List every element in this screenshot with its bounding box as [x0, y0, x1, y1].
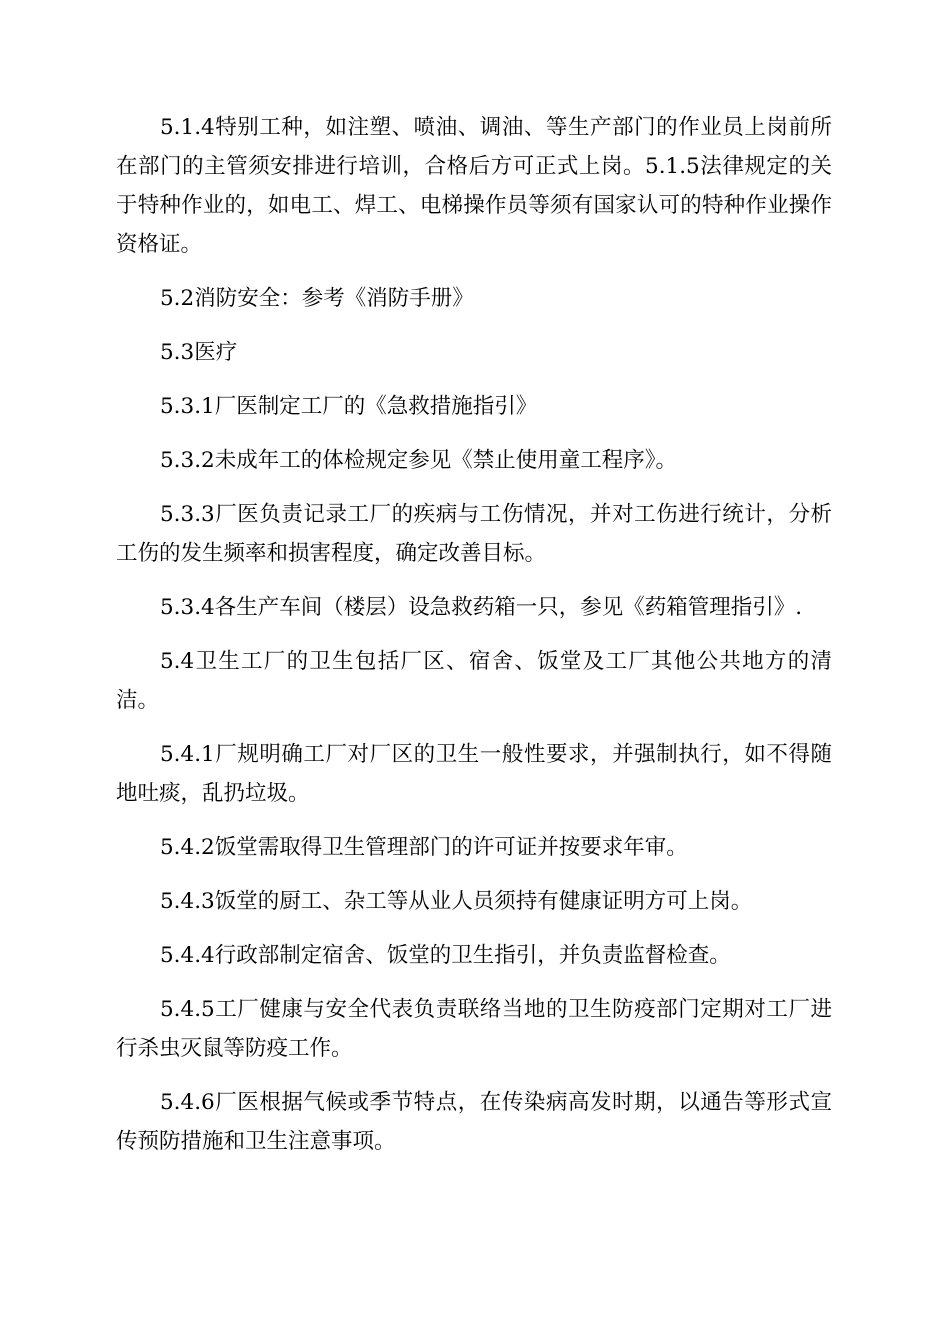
paragraph-5-4: 5.4卫生工厂的卫生包括厂区、宿舍、饭堂及工厂其他公共地方的清洁。 [116, 649, 832, 713]
paragraph-5-1-4: 5.1.4特别工种，如注塑、喷油、调油、等生产部门的作业员上岗前所在部门的主管须安排进行培训，合格后方可正式上岗。5.1.5法律规定的关于特种作业的，如电工、焊工、电梯操作员等须有国家认可的特种作业操作资格证。 [116, 115, 832, 257]
paragraph-5-4-5: 5.4.5工厂健康与安全代表负责联络当地的卫生防疫部门定期对工厂进行杀虫灭鼠等防疫工作。 [116, 997, 832, 1061]
paragraph-5-3-3: 5.3.3厂医负责记录工厂的疾病与工伤情况，并对工伤进行统计，分析工伤的发生频率和损害程度，确定改善目标。 [116, 502, 832, 566]
paragraph-5-2: 5.2消防安全：参考《消防手册》 [160, 286, 474, 311]
paragraph-5-3-1: 5.3.1厂医制定工厂的《急救措施指引》 [160, 394, 538, 419]
paragraph-5-4-2: 5.4.2饭堂需取得卫生管理部门的许可证并按要求年审。 [160, 835, 688, 860]
paragraph-5-3: 5.3医疗 [160, 340, 238, 365]
paragraph-5-3-2: 5.3.2未成年工的体检规定参见《禁止使用童工程序》。 [160, 448, 677, 473]
paragraph-5-4-1: 5.4.1厂规明确工厂对厂区的卫生一般性要求，并强制执行，如不得随地吐痰，乱扔垃圾。 [116, 742, 832, 806]
paragraph-5-4-6: 5.4.6厂医根据气候或季节特点，在传染病高发时期，以通告等形式宣传预防措施和卫生注意事项。 [116, 1090, 832, 1154]
document-body [116, 108, 832, 1161]
paragraph-5-4-3: 5.4.3饭堂的厨工、杂工等从业人员须持有健康证明方可上岗。 [160, 889, 753, 914]
paragraph-5-3-4: 5.3.4各生产车间（楼层）设急救药箱一只，参见《药箱管理指引》. [160, 595, 803, 620]
paragraph-5-4-4: 5.4.4行政部制定宿舍、饭堂的卫生指引，并负责监督检查。 [160, 943, 731, 968]
